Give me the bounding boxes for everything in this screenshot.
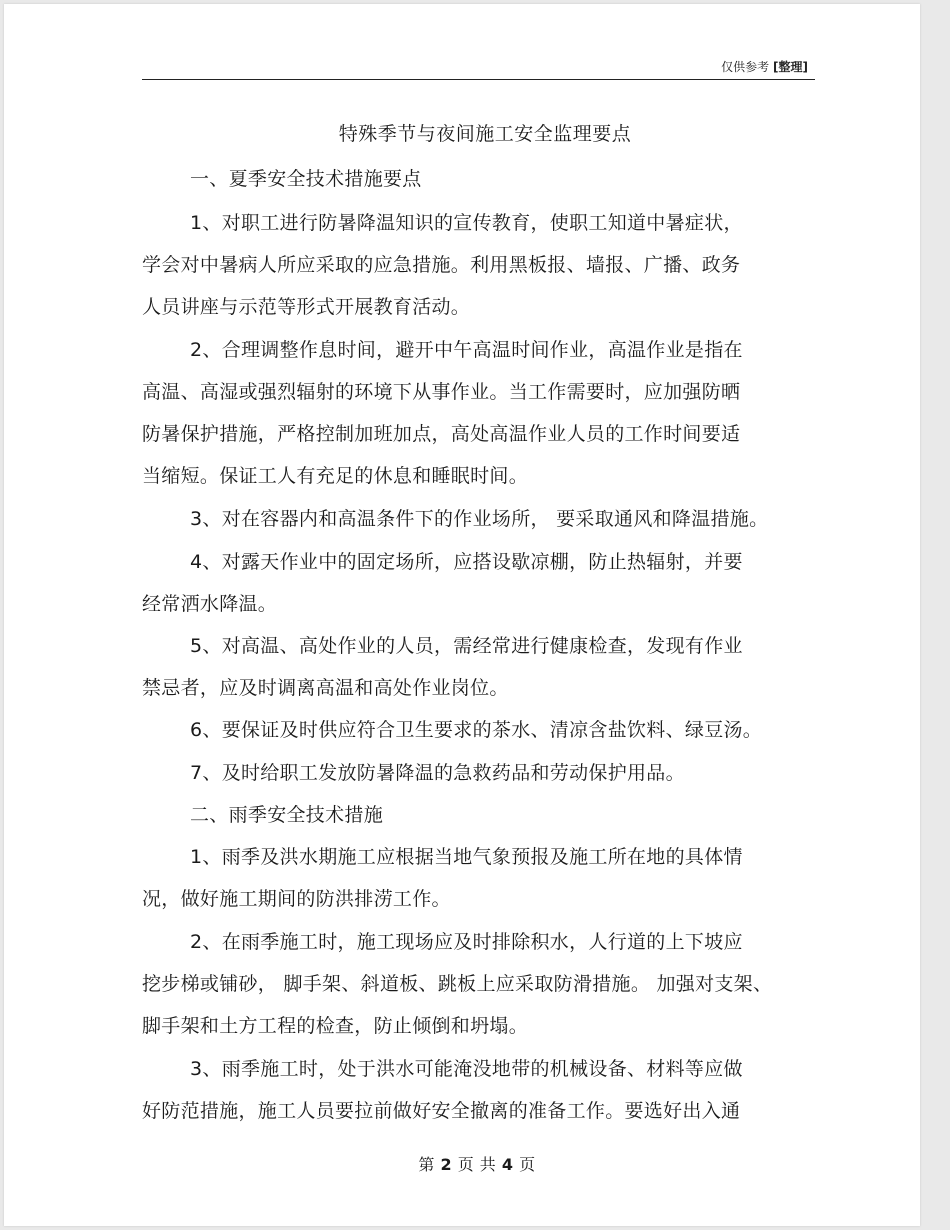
paragraph-line: 3、雨季施工时，处于洪水可能淹没地带的机械设备、材料等应做 [190, 1058, 743, 1080]
paragraph-line: 学会对中暑病人所应采取的应急措施。利用黑板报、墙报、广播、政务 [142, 254, 741, 276]
paragraph-line: 脚手架和土方工程的检查，防止倾倒和坍塌。 [142, 1015, 529, 1037]
paragraph-line: 况，做好施工期间的防洪排涝工作。 [142, 888, 451, 910]
section-heading-rainy: 二、雨季安全技术措施 [190, 804, 384, 826]
paragraph-line: 人员讲座与示范等形式开展教育活动。 [142, 296, 471, 318]
paragraph-line: 1、雨季及洪水期施工应根据当地气象预报及施工所在地的具体情 [190, 846, 743, 868]
paragraph-line: 4、对露天作业中的固定场所，应搭设歇凉棚，防止热辐射，并要 [190, 551, 743, 573]
paragraph-line: 防暑保护措施，严格控制加班加点，高处高温作业人员的工作时间要适 [142, 423, 741, 445]
paragraph-line: 2、合理调整作息时间，避开中午高温时间作业，高温作业是指在 [190, 339, 743, 361]
footer-suffix: 页 [519, 1155, 536, 1174]
paragraph-line: 6、要保证及时供应符合卫生要求的茶水、清凉含盐饮料、绿豆汤。 [190, 719, 763, 741]
header-divider [142, 79, 815, 80]
page-footer [4, 1152, 950, 1175]
footer-mid: 页 共 [457, 1155, 497, 1174]
paragraph-line: 1、对职工进行防暑降温知识的宣传教育，使职工知道中暑症状， [190, 212, 743, 234]
paragraph-line: 挖步梯或铺砂， 脚手架、斜道板、跳板上应采取防滑措施。 加强对支架、 [142, 973, 773, 995]
paragraph-line: 7、及时给职工发放防暑降温的急救药品和劳动保护用品。 [190, 762, 685, 784]
paragraph-line: 2、在雨季施工时，施工现场应及时排除积水，人行道的上下坡应 [190, 931, 743, 953]
footer-prefix: 第 [418, 1155, 435, 1174]
header-note [721, 58, 808, 75]
header-note-bracket: [整理] [773, 60, 808, 74]
paragraph-line: 5、对高温、高处作业的人员，需经常进行健康检查，发现有作业 [190, 635, 743, 657]
footer-page-number: 2 [440, 1155, 453, 1174]
section-heading-summer: 一、夏季安全技术措施要点 [190, 168, 422, 190]
paragraph-line: 经常洒水降温。 [142, 593, 278, 615]
document-title: 特殊季节与夜间施工安全监理要点 [338, 123, 632, 145]
footer-total-pages: 4 [501, 1155, 514, 1174]
paragraph-line: 禁忌者，应及时调离高温和高处作业岗位。 [142, 677, 509, 699]
document-page [4, 4, 920, 1226]
header-note-text: 仅供参考 [721, 60, 770, 74]
paragraph-line: 好防范措施，施工人员要拉前做好安全撤离的准备工作。要选好出入通 [142, 1100, 741, 1122]
paragraph-line: 当缩短。保证工人有充足的休息和睡眠时间。 [142, 465, 529, 487]
paragraph-line: 3、对在容器内和高温条件下的作业场所， 要采取通风和降温措施。 [190, 508, 769, 530]
paragraph-line: 高温、高湿或强烈辐射的环境下从事作业。当工作需要时，应加强防晒 [142, 381, 741, 403]
